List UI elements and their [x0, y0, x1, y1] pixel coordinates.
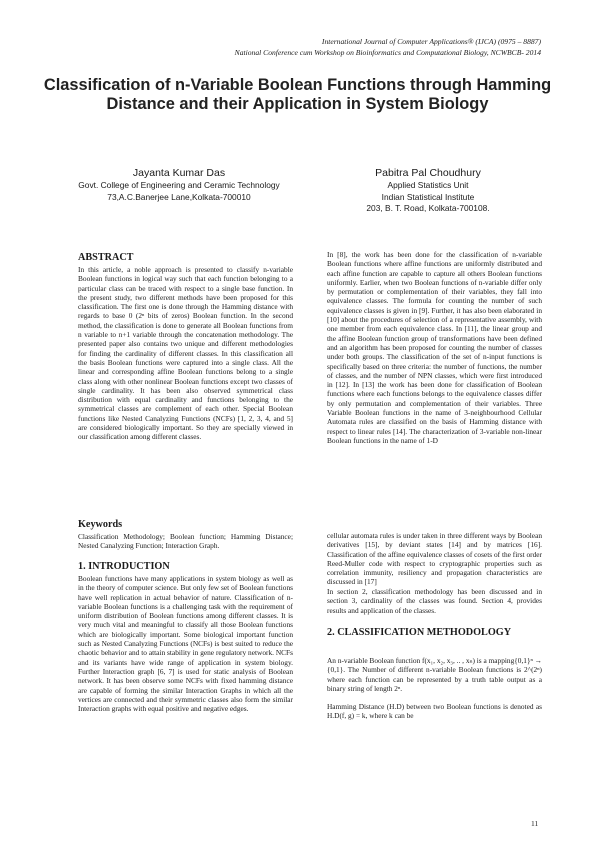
section-overview-text: In section 2, classification methodology has been discussed and in section 3, cardinality of the classes was found. Section 4, provides results and application of the classes. — [327, 587, 542, 615]
keywords-heading: Keywords — [78, 519, 123, 530]
author-block-2 — [322, 166, 534, 215]
related-work-text: In [8], the work has been done for the classification of n-variable Boolean functions where affine functions are uniformly distributed and each affine function are capable to capture all others Boolean functions uniformly. Earlier, when two Boolean functions of n-variable differ only by permutation or complementation of their variables, they fall into equivalence classes. The formula for counting the number of such equivalence classes is given in [9]. Further, it has also been elaborated in [10] about the procedures of selection of a representative assembly, with one member from each equivalence class. In [11], the linear group and the affine Boolean function group of transformations have been defined and an algorithm has been proposed for counting the number of classes under both groups. The classification of the set of n-input functions is specifically based on three criteria: the number of functions, the number of classes, and the number of NPN classes, which were first introduced in [12]. In [13] the work has been done for classification of Boolean functions where each functions belongs to the equivalence classes differ by only permutation and complementation of their variables. Three Variable Boolean functions in the name of 3-neighbourhood Cellular Automata rules are classified on the basis of Hamming distance with respect to linear rules [14]. The characterization of 3-variable non-linear Boolean functions in the name of 1-D — [327, 250, 542, 445]
journal-header-line1: International Journal of Computer Applications® (IJCA) (0975 – 8887) — [321, 37, 541, 46]
author-affiliation-2: Indian Statistical Institute — [381, 191, 475, 202]
author-affiliation: Applied Statistics Unit — [387, 180, 469, 190]
page-number: 11 — [531, 819, 539, 828]
author-name: Jayanta Kumar Das — [132, 167, 226, 179]
classification-heading: 2. CLASSIFICATION METHODOLOGY — [327, 627, 512, 638]
author-name: Pabitra Pal Choudhury — [375, 167, 481, 179]
abstract-text: In this article, a noble approach is presented to classify n-variable Boolean functions in logical way such that each function belonging to a particular class can be traced with respect to a single base function. In the present study, two different methods have been proposed for this classification. The first one is done through the Hamming distance with regards to base 0 (2ⁿ bits of zeros) Boolean function. In the second method, the classification is done to generate all Boolean functions from n variable to n+1 variable through the concatenation methodology. The presented paper also contains two unique and different methodologies for finding the cardinality of different classes. In this classification all the basis Boolean functions were captured into a single class. All the linear and corresponding affine Boolean functions belong to a single class along with other nonlinear Boolean functions except two classes of single cardinality. It has been also observed symmetrical class distribution with equal cardinality and functions belonging to the symmetrical classes are complement of each other. Special Boolean functions like Nested Canalyzing Functions (NCFs) [1, 2, 3, 4, and 5] are considered biologically important. So they are specially viewed in our classification among different classes. — [78, 265, 293, 442]
hamming-distance-text: Hamming Distance (H.D) between two Boolean functions is denoted as H.D(f, g) = k, where k can be — [327, 702, 542, 721]
keywords-text: Classification Methodology; Boolean function; Hamming Distance; Nested Canalyzing Function; Interaction Graph. — [78, 532, 293, 551]
author-address: 203, B. T. Road, Kolkata-700108. — [366, 203, 490, 213]
intro-heading: 1. INTRODUCTION — [78, 561, 170, 572]
related-work-text-2: cellular automata rules is under taken in three different ways by Boolean derivatives [15], by deviant states [14] and by matrices [16]. Classification of the affine equivalence classes of cosets of the first order Reed-Muller code with respect to cryptographic properties such as correlation immunity, resiliency and propagation characteristics are discussed in [17] — [327, 531, 542, 587]
author-block-1 — [72, 166, 286, 203]
classification-text: An n-variable Boolean function f(x₁, x₂, x₃, .. , xₙ) is a mapping{0,1}ⁿ → {0,1}. The Number of different n-variable Boolean functions is 2^(2ⁿ) where each function can be represented by a truth table output as a binary string of length 2ⁿ. — [327, 656, 542, 693]
author-affiliation: Govt. College of Engineering and Ceramic Technology — [78, 180, 280, 190]
abstract-heading: ABSTRACT — [78, 252, 134, 263]
intro-text: Boolean functions have many applications in system biology as well as in the theory of computer science. But only few set of Boolean functions have well replication in actual behavior of nature. Classification of n-variable Boolean functions is a challenging task with the requirement of uniform distribution of Boolean functions among different classes. It is very much vital and meaningful to classify all those Boolean functions which are biologically important. Some biological important function such as Nested Canalyzing Functions (NCFs) is best suited to reduce the chaotic behavior and to attain stability in gene regulatory network. NCFs and its variants have wide range of application in system biology. Further Interaction graph [6, 7] is used for static analysis of Boolean network. It has been observe some NCFs with fixed hamming distance are capable of forming the similar Interaction Graphs in which all the vertices are connected and their symmetric classes also form the similar Interaction graphs with equal positive and negative edges. — [78, 574, 293, 714]
journal-header-line2: National Conference cum Workshop on Bioinformatics and Computational Biology, NCWBCB- 2014 — [234, 48, 541, 57]
paper-title: Classification of n-Variable Boolean Functions through Hamming Distance and their Application in System Biology — [43, 76, 552, 113]
author-address: 73,A.C.Banerjee Lane,Kolkata-700010 — [107, 191, 251, 202]
